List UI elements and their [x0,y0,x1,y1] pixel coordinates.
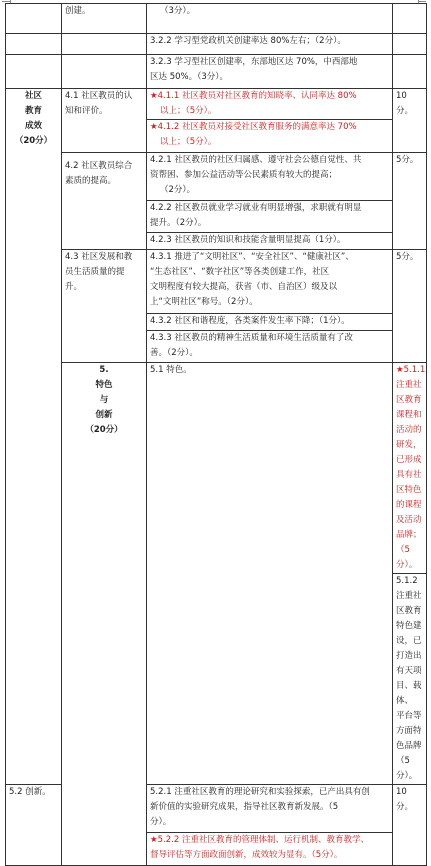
subitem-cell-empty [62,55,147,89]
category-label: 社区 [24,91,42,101]
criteria-text: 善。（2分）。 [150,348,198,358]
star-icon: ★ [150,835,158,845]
criteria-cell [147,120,393,153]
subitem-text: 创建。 [65,6,91,16]
criteria-text: 以上；（5分）。 [160,106,217,116]
criteria-cell [147,153,393,201]
criteria-cell [393,574,427,785]
criteria-cell [147,89,393,120]
criteria-cell [147,250,393,314]
table-row [6,89,427,120]
criteria-text: 5.1.1 注重社区教育课程和活动的研发，已形成具有社 [396,365,426,480]
subitem-text: 4.1 社区教员的认 [65,91,133,101]
category-score: （20分） [14,136,53,146]
criteria-text: 3.2.3 学习型社区创建率，东部地区达 70%，中西部地 [150,57,358,67]
criteria-text: 4.1.1 社区教员对社区教育的知晓率、认同率达 80% [157,91,357,101]
criteria-text: 督导评估等方面政面创新，成效较为显有。（5分）。 [150,850,343,860]
score-cell-empty [393,34,427,55]
subitem-text: 素质的提高。 [65,176,117,186]
score-cell-4-3: 5分。 [393,250,427,363]
subitem-cell-empty [62,34,147,55]
score-cell-4-1: 10分。 [393,89,427,153]
category-label: 创新 [95,410,113,420]
criteria-text: 4.2.1 社区教员的社区归属感、遵守社会公德自觉性、共 [150,155,362,165]
subitem-cell-4-2 [62,153,147,250]
criteria-text: 4.3.2 社区和谐程度，各类案件发生率下降；（1分）。 [150,316,350,326]
criteria-text: 提升。（2分）。 [150,218,207,228]
table-row [6,34,427,55]
criteria-cell [147,34,393,55]
star-icon: ★ [150,91,158,101]
criteria-cell [147,4,393,34]
subitem-cell-4-3 [62,250,147,363]
criteria-text: 区特色的课程及活动品牌；（5分）。 [396,485,422,570]
criteria-text: 4.2.2 社区教员就业学习就业有明显增强，求职就有明显 [150,203,362,213]
criteria-text: 平台等方面特色品牌（5分）。 [396,711,422,781]
subitem-text: 升。 [65,282,83,292]
score-cell-empty [393,55,427,89]
star-icon: ★ [396,365,404,375]
subitem-cell [62,4,147,34]
table-row [6,55,427,89]
category-cell-empty [6,55,62,89]
category-label: 与 [99,395,109,405]
score-cell-4-2: 5分。 [393,153,427,250]
subitem-text: 5.2 创新。 [9,787,51,797]
criteria-cell [147,331,393,363]
criteria-text: 4.3.1 推进了“文明社区”、“安全社区”、“健康社区”、 [150,252,354,262]
category-label: 5. [99,365,109,375]
criteria-cell [393,363,427,574]
subitem-text: 知和评价。 [65,106,108,116]
criteria-cell [147,201,393,233]
criteria-text: 新价值的实验研究成果，指导社区教育新发展。（5 [150,802,339,812]
category-cell-4 [6,89,62,785]
table-row [6,4,427,34]
evaluation-table [5,3,427,866]
criteria-text: 4.3.3 社区教员的精神生活质量和环境生活质量有了改 [150,333,353,343]
star-icon: ★ [150,122,158,132]
category-label: 成效 [24,121,42,131]
category-cell-empty [6,34,62,55]
criteria-text: 4.2.3 社区教员的知识和技能含量明显提高（1分）。 [150,235,346,245]
criteria-text: 3.2.2 学习型党政机关创建率达 80%左右；（2分）。 [150,36,346,46]
subitem-text: 4.3 社区发展和教 [65,252,133,262]
subitem-cell-5-1 [147,363,393,785]
criteria-cell [147,233,393,250]
criteria-text: 5.2.2 注重社区教育的管理体制、运行机制、教育教学、 [157,835,369,845]
crop-mark-right [418,1,426,2]
criteria-text: 以上；（5分）。 [160,137,217,147]
category-cell-5 [62,363,147,866]
category-label: 特色 [95,380,113,390]
subitem-text: 员生活质量的提 [65,267,125,277]
criteria-text: 上“文明社区”称号。（2分）。 [150,297,258,307]
category-label: 教育 [24,106,42,116]
criteria-cell [147,785,393,833]
criteria-text: 分）。 [150,817,172,827]
table-row [6,250,427,314]
criteria-text: （2分）。 [160,185,196,195]
criteria-text: 文明程度有较大提高，获省（市、自治区）级及以 [150,282,338,292]
subitem-cell-5-2 [6,785,62,866]
criteria-text: 资帮困、参加公益活动等公民素质有较大的提高； [150,170,338,180]
category-cell-empty [6,4,62,34]
criteria-cell [147,833,393,866]
crop-mark-left [2,1,10,2]
subitem-cell-4-1 [62,89,147,153]
table-row [6,153,427,201]
criteria-cell [147,55,393,89]
table-row [6,363,427,574]
criteria-text: 5.2.1 注重社区教育的理论研究和实验探索，已产出具有创 [150,787,370,797]
subitem-text: 4.2 社区教员综合 [65,161,133,171]
subitem-text: 5.1 特色。 [150,365,192,375]
criteria-cell [147,314,393,331]
category-score: （20分） [85,425,123,435]
criteria-text: 4.1.2 社区教员对接受社区教育服务的满意率达 70% [157,122,357,132]
criteria-text: （3分）。 [160,6,196,16]
score-cell-empty [393,4,427,34]
score-cell-5-2: 10分。 [393,785,427,866]
criteria-text: 区达 50%。（3分）。 [150,72,229,82]
criteria-text: 5.1.2 注重社区教育特色建设，已打造出有天项目、载体、 [396,576,422,706]
criteria-text: “生态社区”、“数字社区”等各类创建工作，社区 [150,267,330,277]
